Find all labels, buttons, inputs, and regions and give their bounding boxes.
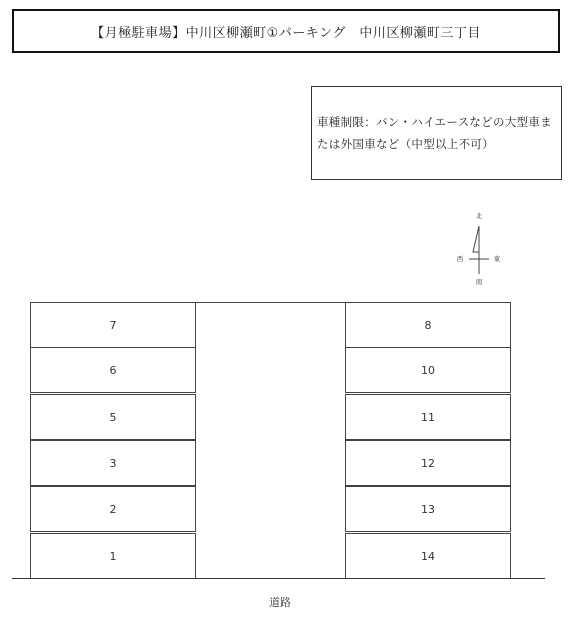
compass-east-label: 東 [493,255,501,263]
parking-space [345,347,511,393]
note-line-1: 車種制限：バン・ハイエースなどの大型車ま [317,115,552,129]
parking-space [30,394,196,440]
road-edge-line [12,578,545,579]
space-number: 2 [109,502,117,516]
space-number: 1 [109,549,117,563]
parking-space [30,347,196,393]
space-number: 10 [421,363,435,377]
road-label: 道路 [269,596,291,609]
lot-aisle [196,302,345,579]
parking-space [30,302,196,348]
compass-north-label: 北 [475,212,483,220]
parking-space [345,394,511,440]
parking-space [345,440,511,486]
note-line-2: たは外国車など（中型以上不可） [317,137,494,151]
space-number: 12 [421,456,435,470]
page-title-text: 【月極駐車場】中川区柳瀬町①パーキング 中川区柳瀬町三丁目 [91,25,481,41]
parking-space [30,486,196,532]
space-number: 8 [424,318,432,332]
compass-south-label: 南 [475,278,483,286]
space-number: 6 [109,363,117,377]
parking-space [345,302,511,348]
space-number: 5 [109,410,117,424]
parking-space [30,533,196,579]
space-number: 11 [421,410,435,424]
parking-space [30,440,196,486]
space-number: 14 [421,549,435,563]
space-number: 13 [421,502,435,516]
parking-space [345,533,511,579]
parking-space [345,486,511,532]
space-number: 3 [109,456,117,470]
space-number: 7 [109,318,117,332]
compass-west-label: 西 [456,255,464,263]
